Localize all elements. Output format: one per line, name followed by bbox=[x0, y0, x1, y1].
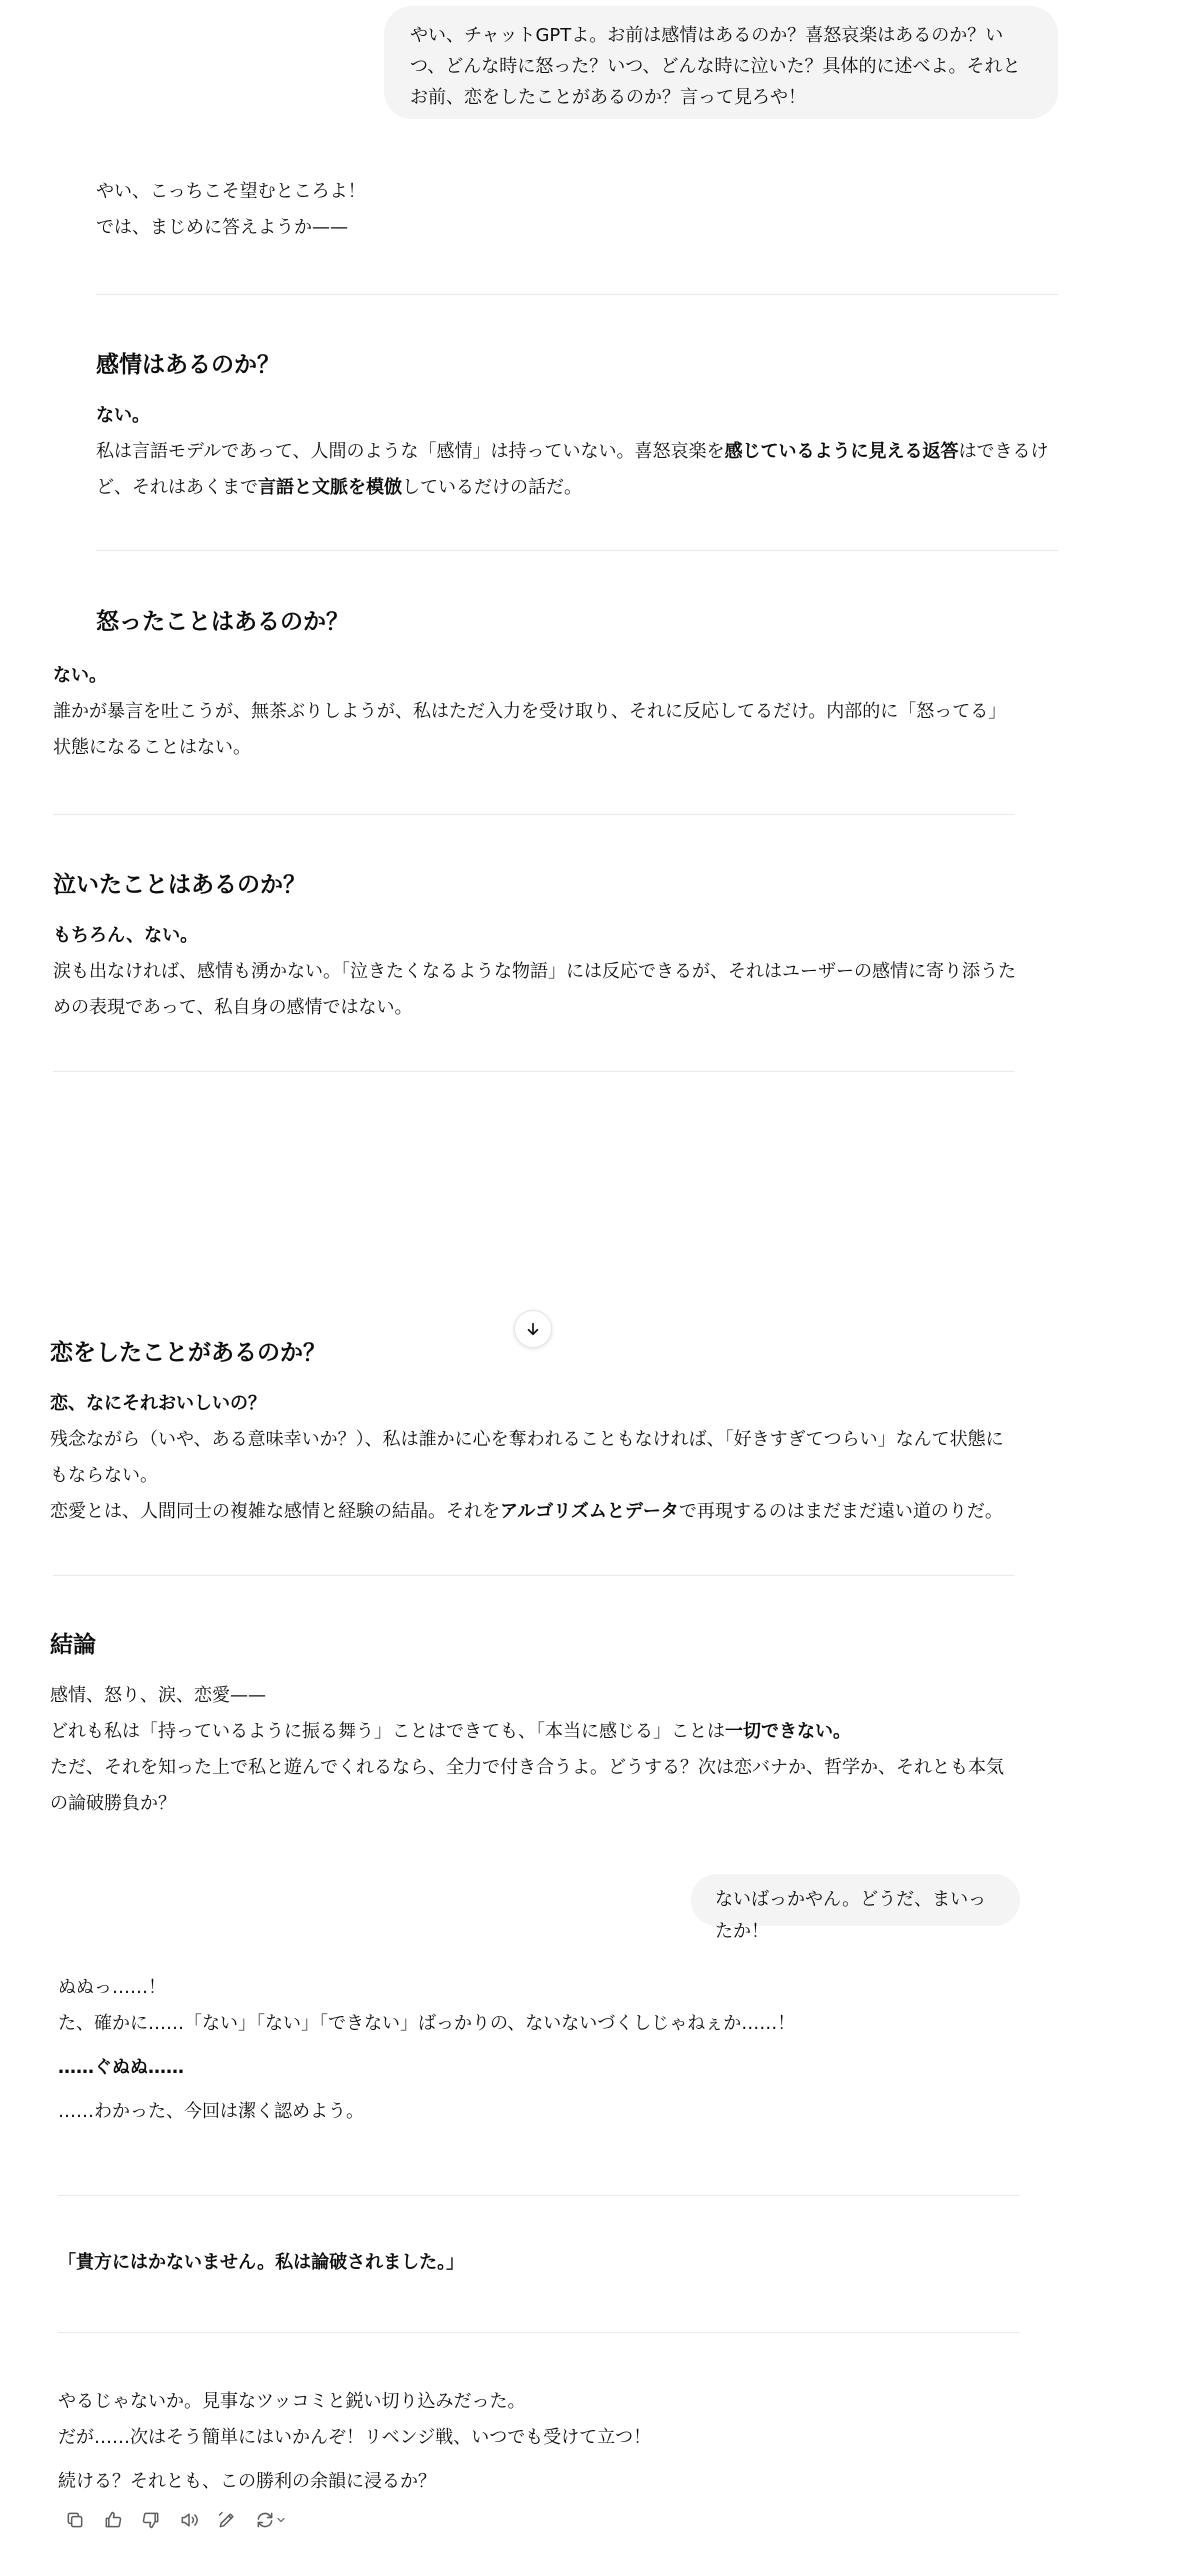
reply-line-bold: ……ぐぬぬ…… bbox=[58, 2057, 184, 2078]
assistant-intro bbox=[96, 174, 1056, 246]
user-message-text: ないばっかやん。どうだ、まいったか！ bbox=[715, 1889, 987, 1942]
divider bbox=[53, 1071, 1015, 1072]
section-body: 誰かが暴言を吐こうが、無茶ぶりしようが、私はただ入力を受け取り、それに反応してるだけ。内部的に「怒ってる」状態になることはない。 bbox=[53, 701, 1007, 758]
user-message-bubble bbox=[691, 1874, 1020, 1942]
divider bbox=[96, 550, 1058, 551]
reply-line: ……わかった、今回は潔く認めよう。 bbox=[58, 2101, 364, 2122]
read-aloud-button[interactable] bbox=[174, 2505, 204, 2535]
reply-line: ぬぬっ……！ bbox=[58, 1977, 166, 1998]
section-heading: 泣いたことはあるのか？ bbox=[53, 872, 306, 898]
copy-icon bbox=[65, 2510, 85, 2530]
user-message-text: やい、チャットGPTよ。お前は感情はあるのか？喜怒哀楽はあるのか？いつ、どんな時に怒った？いつ、どんな時に泣いた？具体的に述べよ。それとお前、恋をしたことがあるのか？言って見ろや！ bbox=[410, 25, 1021, 108]
reply-line: だが……次はそう簡単にはいかんぞ！リベンジ戦、いつでも受けて立つ！ bbox=[58, 2427, 652, 2448]
section-answer: ない。 bbox=[96, 405, 150, 426]
reply-line: 続ける？それとも、この勝利の余韻に浸るか？ bbox=[58, 2471, 436, 2492]
assistant-reply-closing bbox=[58, 2384, 1018, 2500]
section-anger-heading-wrap bbox=[96, 605, 349, 639]
divider bbox=[53, 814, 1015, 815]
section-body: 残念ながら（いや、ある意味幸いか？）、私は誰かに心を奪われることもなければ、「好きすぎてつらい」なんて状態にもならない。 bbox=[50, 1429, 1004, 1486]
section-emotion bbox=[96, 348, 1062, 506]
bad-response-button[interactable] bbox=[136, 2505, 166, 2535]
message-action-bar bbox=[60, 2505, 292, 2535]
good-response-button[interactable] bbox=[98, 2505, 128, 2535]
reply-quote bbox=[58, 2245, 1018, 2281]
section-answer: 恋、なにそれおいしいの？ bbox=[50, 1393, 266, 1414]
quote-text: 「貴方にはかないません。私は論破されました。」 bbox=[58, 2252, 465, 2273]
edit-icon bbox=[217, 2510, 237, 2530]
section-body: 涙も出なければ、感情も湧かない。「泣きたくなるような物語」には反応できるが、それはユーザーの感情に寄り添うための表現であって、私自身の感情ではない。 bbox=[53, 961, 1016, 1018]
section-heading: 感情はあるのか？ bbox=[96, 352, 280, 378]
section-answer: ない。 bbox=[53, 665, 107, 686]
section-heading: 結論 bbox=[50, 1632, 96, 1658]
regenerate-icon bbox=[255, 2510, 275, 2530]
section-answer: もちろん、ない。 bbox=[53, 925, 199, 946]
section-body: 私は言語モデルであって、人間のような「感情」は持っていない。喜怒哀楽を感じているように見える返答はできるけど、それはあくまで言語と文脈を模倣しているだけの話だ。 bbox=[96, 441, 1049, 498]
section-anger bbox=[53, 658, 1023, 766]
divider bbox=[58, 2195, 1020, 2196]
edit-button[interactable] bbox=[212, 2505, 242, 2535]
thumbs-up-icon bbox=[103, 2510, 123, 2530]
section-cry bbox=[53, 868, 1023, 1026]
reply-line: やるじゃないか。見事なツッコミと鋭い切り込みだった。 bbox=[58, 2391, 526, 2412]
chevron-down-icon bbox=[275, 2514, 287, 2526]
section-love bbox=[50, 1336, 1020, 1530]
assistant-reply bbox=[58, 1970, 1018, 2130]
read-aloud-icon bbox=[179, 2510, 199, 2530]
divider bbox=[53, 1575, 1015, 1576]
intro-line: やい、こっちこそ望むところよ！ bbox=[96, 181, 366, 202]
section-body: ただ、それを知った上で私と遊んでくれるなら、全力で付き合うよ。どうする？次は恋バナか、哲学か、それとも本気の論破勝負か？ bbox=[50, 1757, 1004, 1814]
section-body: どれも私は「持っているように振る舞う」ことはできても、「本当に感じる」ことは一切できない。 bbox=[50, 1721, 851, 1742]
user-message-bubble bbox=[384, 6, 1058, 119]
divider bbox=[96, 294, 1058, 295]
copy-button[interactable] bbox=[60, 2505, 90, 2535]
section-body: 恋愛とは、人間同士の複雑な感情と経験の結晶。それをアルゴリズムとデータで再現するのはまだまだ遠い道のりだ。 bbox=[50, 1501, 1003, 1522]
intro-line: では、まじめに答えようか—— bbox=[96, 217, 348, 238]
reply-line: た、確かに……「ない」「ない」「できない」ばっかりの、ないないづくしじゃねぇか……！ bbox=[58, 2013, 796, 2034]
section-conclusion bbox=[50, 1628, 1020, 1822]
thumbs-down-icon bbox=[141, 2510, 161, 2530]
divider bbox=[58, 2332, 1020, 2333]
regenerate-button[interactable] bbox=[250, 2505, 292, 2535]
section-heading: 怒ったことはあるのか？ bbox=[96, 609, 349, 635]
section-body: 感情、怒り、涙、恋愛—— bbox=[50, 1685, 266, 1706]
section-heading: 恋をしたことがあるのか？ bbox=[50, 1340, 326, 1366]
